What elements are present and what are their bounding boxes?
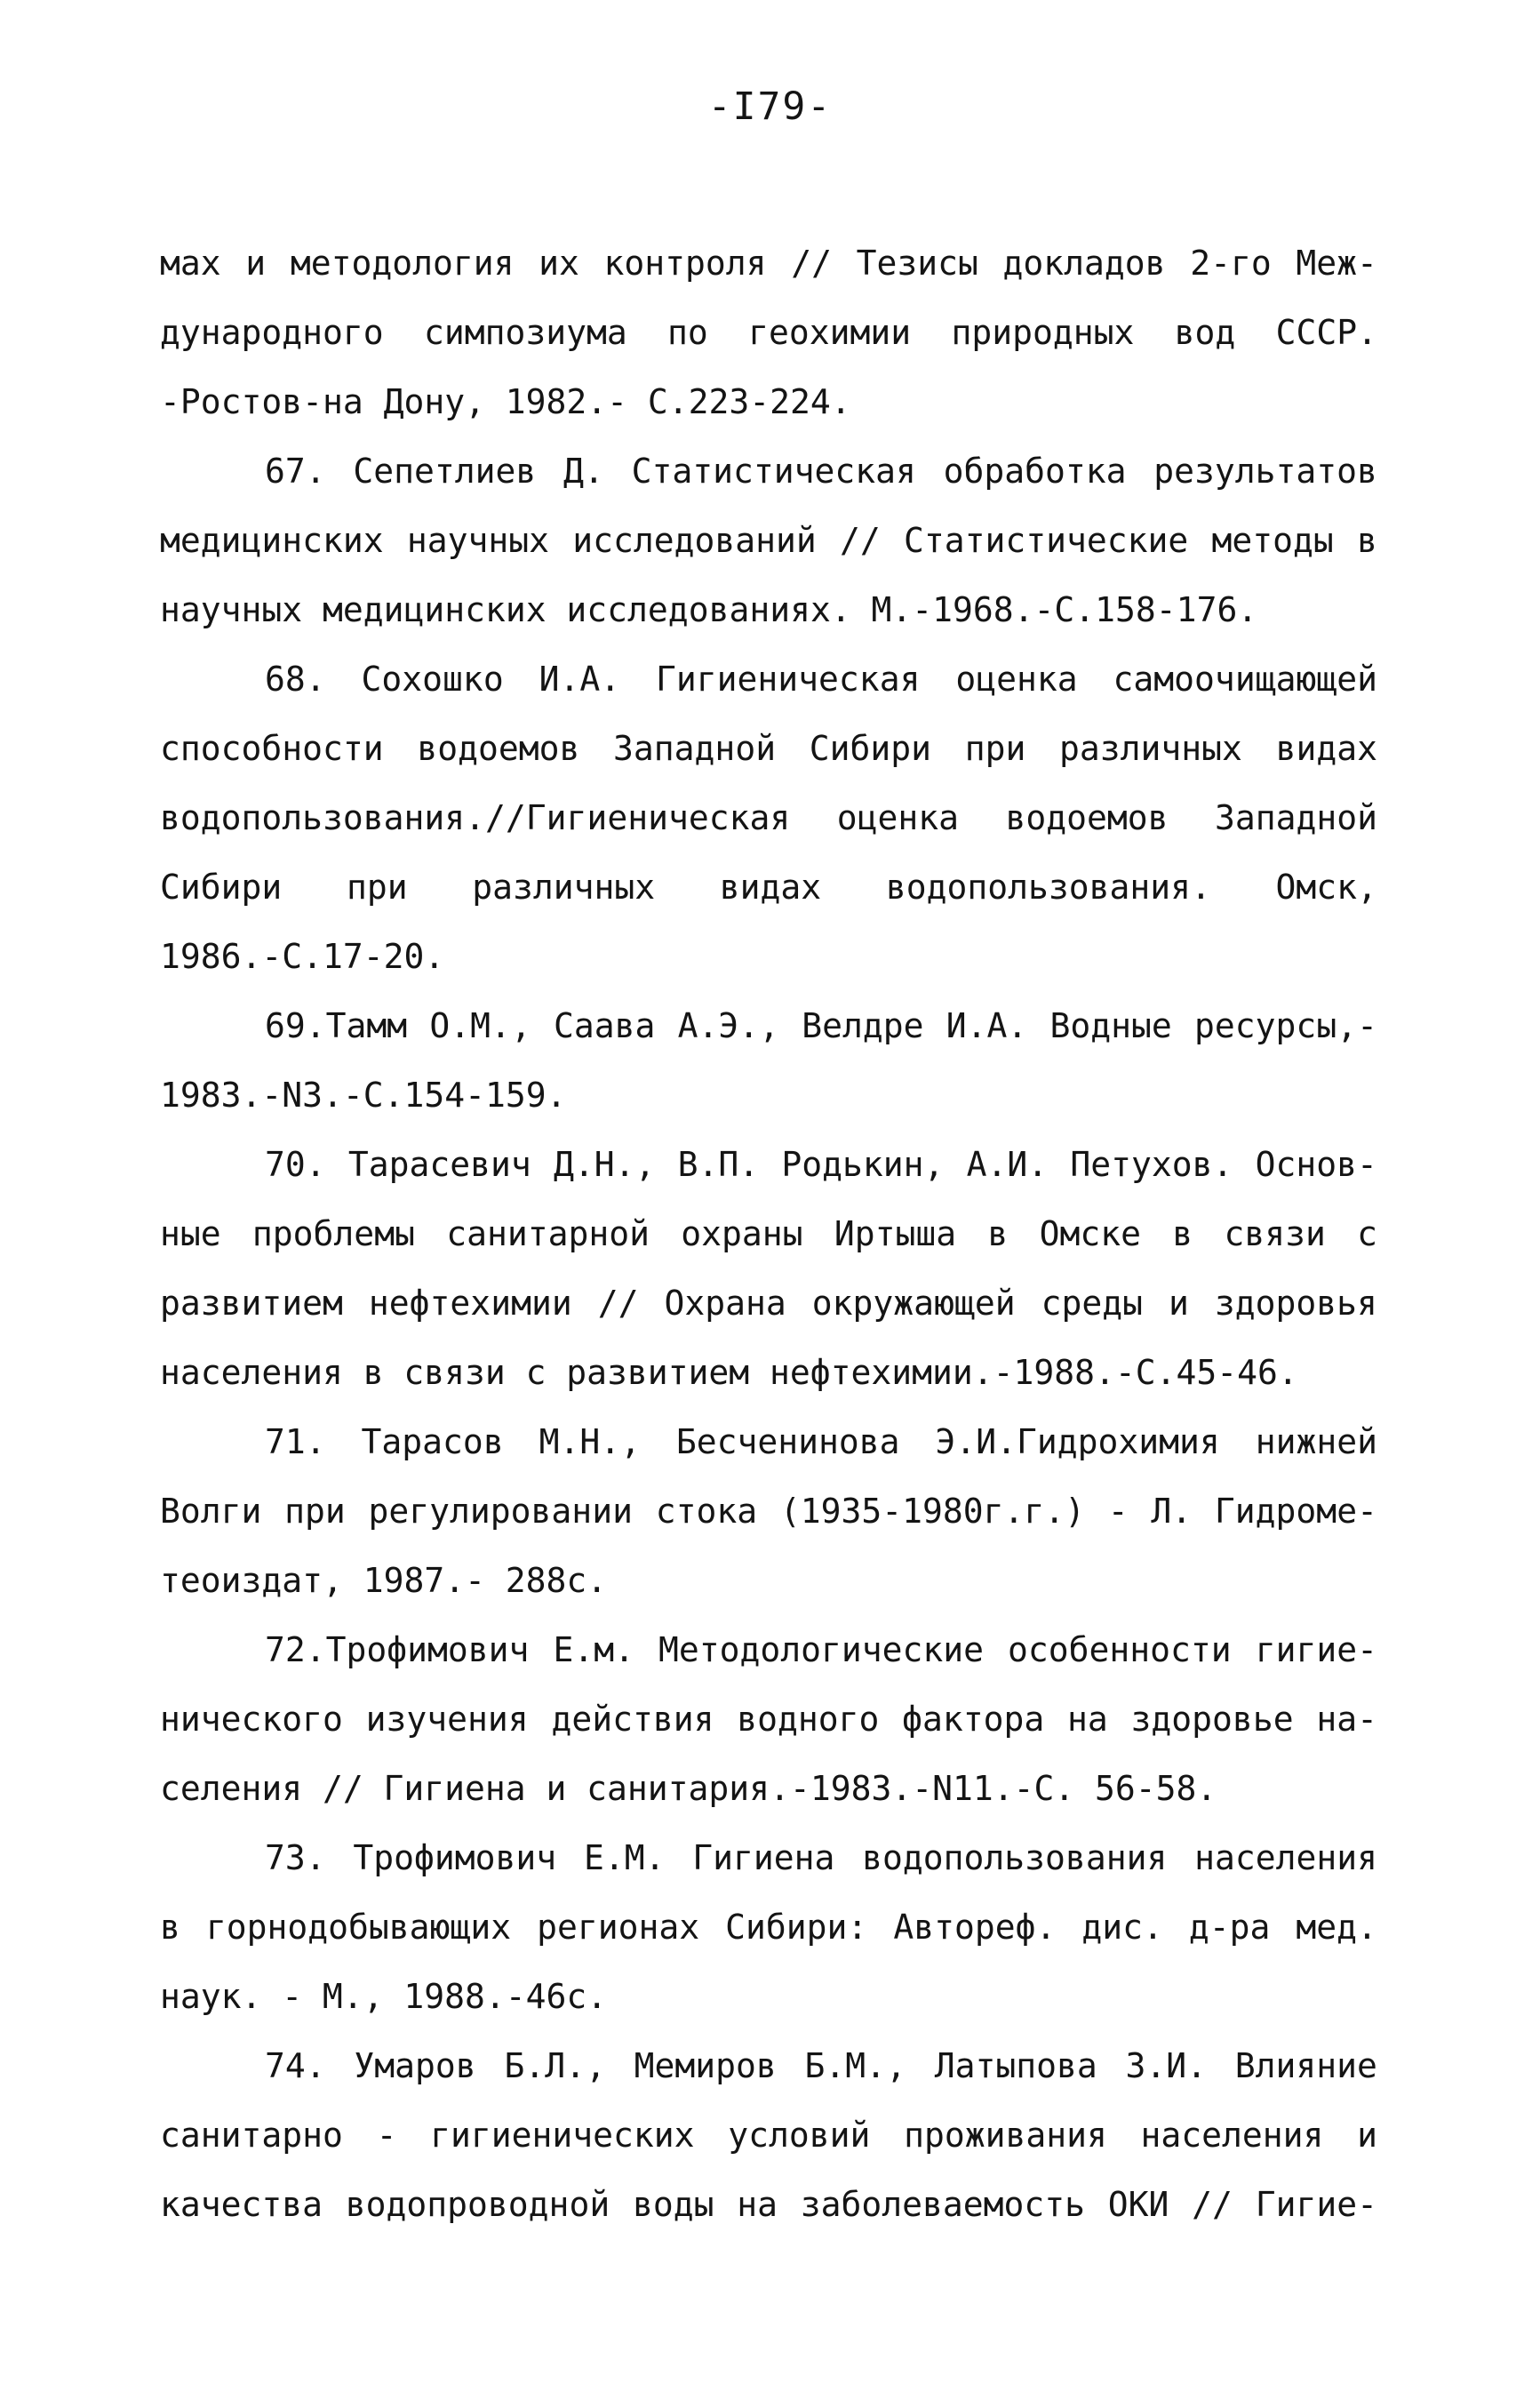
text-line — [160, 1962, 1377, 2031]
text-word: Западной — [613, 729, 777, 768]
text-word: Сепетлиев — [353, 452, 537, 491]
text-word: на — [1067, 1700, 1108, 1739]
text-line — [160, 1338, 1377, 1407]
text-word: Западной — [1214, 798, 1377, 837]
text-line — [160, 575, 1377, 644]
text-word: регионах — [537, 1908, 700, 1947]
text-word: Методологические — [658, 1630, 985, 1669]
text-line — [160, 1060, 1377, 1130]
text-word: 74. — [265, 2046, 326, 2085]
text-word: действия — [551, 1700, 714, 1739]
text-word: 1987.- — [363, 1561, 485, 1600]
text-word: и — [1357, 2116, 1377, 2155]
text-word: Водные — [1049, 1006, 1172, 1045]
text-word: различных — [1059, 729, 1242, 768]
text-word: гигие- — [1255, 1630, 1377, 1669]
text-word: мах — [160, 244, 221, 283]
text-word: Омск, — [1275, 868, 1377, 907]
text-word: Гигие- — [1255, 2185, 1377, 2224]
text-word: водопроводной — [345, 2185, 610, 2224]
text-word: гигиенических — [430, 2116, 695, 2155]
text-word: научных — [406, 521, 550, 560]
text-word: М.Н., — [539, 1422, 641, 1461]
text-word: // — [322, 1769, 363, 1808]
text-word: Гигиеническая — [656, 660, 921, 699]
text-word: медицинских — [322, 590, 547, 629]
text-word: Петухов. — [1070, 1145, 1233, 1184]
text-word: результатов — [1153, 452, 1377, 491]
text-word: населения — [1194, 1838, 1377, 1877]
text-word: проблемы — [251, 1214, 415, 1253]
text-word: докладов — [1002, 244, 1166, 283]
text-word: 288с. — [505, 1561, 608, 1600]
text-word: регулировании — [368, 1492, 633, 1531]
text-word: водоемов — [1005, 798, 1169, 837]
text-word: в — [160, 1908, 180, 1947]
text-word: И.А. — [946, 1006, 1028, 1045]
text-word: // — [597, 1284, 639, 1323]
text-word: и — [245, 244, 267, 283]
text-word: санитарной — [446, 1214, 650, 1253]
text-word: населения — [160, 1353, 343, 1392]
text-word: на — [737, 2185, 778, 2224]
text-word: 71. — [265, 1422, 326, 1461]
text-line — [160, 852, 1377, 922]
text-word: здоровье — [1130, 1700, 1294, 1739]
text-word: исследований — [572, 521, 817, 560]
text-word: // — [791, 244, 832, 283]
text-word: качества — [160, 2185, 323, 2224]
text-word: Мемиров — [634, 2046, 777, 2085]
text-word: оценка — [955, 660, 1078, 699]
text-word: здоровья — [1214, 1284, 1377, 1323]
text-word: 72.Трофимович — [265, 1630, 530, 1669]
text-word: нефтехимии.-1988.-С.45-46. — [769, 1353, 1298, 1392]
text-line — [160, 783, 1377, 852]
text-word: их — [539, 244, 579, 283]
text-word: видах — [719, 868, 822, 907]
text-word: симпозиума — [423, 313, 627, 352]
text-word: Родькин, — [781, 1145, 945, 1184]
text-word: нефтехимии — [368, 1284, 572, 1323]
text-word: видах — [1275, 729, 1377, 768]
text-word: окружающей — [811, 1284, 1016, 1323]
text-word: с — [525, 1353, 547, 1392]
text-word: селения — [160, 1769, 303, 1808]
text-word: д-ра — [1188, 1908, 1271, 1947]
text-line — [160, 1476, 1377, 1546]
text-word: Саава — [554, 1006, 656, 1045]
text-word: способности — [160, 729, 384, 768]
text-line — [160, 367, 1377, 436]
text-word: при — [346, 868, 408, 907]
text-word: А.И. — [966, 1145, 1049, 1184]
text-word: О.М., — [429, 1006, 531, 1045]
text-word: научных — [160, 590, 303, 629]
text-word: Тарасевич — [347, 1145, 531, 1184]
text-word: развитием — [566, 1353, 750, 1392]
text-word: методы — [1211, 521, 1334, 560]
text-word: водопользования — [862, 1838, 1168, 1877]
text-word: Д. — [563, 452, 604, 491]
text-word: природных — [951, 313, 1135, 352]
text-word: в — [987, 1214, 1009, 1253]
text-word: Гигиена — [692, 1838, 835, 1877]
text-word: Статистические — [904, 521, 1189, 560]
text-word: Б.Л., — [504, 2046, 606, 2085]
text-word: Сибири — [809, 729, 932, 768]
text-word: - — [282, 1977, 303, 2016]
text-word: при — [964, 729, 1026, 768]
text-word: условий — [728, 2116, 871, 2155]
text-word: нического — [160, 1700, 343, 1739]
text-word: Волги — [160, 1492, 262, 1531]
text-word: водопользования.//Гигиеническая — [160, 798, 791, 837]
text-word: Иртыша — [834, 1214, 957, 1253]
text-word: С.223-224. — [647, 382, 851, 421]
text-line — [160, 2170, 1377, 2239]
text-word: А.Э., — [677, 1006, 780, 1045]
text-word: Э.И.Гидрохимия — [935, 1422, 1220, 1461]
text-word: Охрана — [664, 1284, 786, 1323]
text-word: методология — [290, 244, 515, 283]
text-word: Умаров — [354, 2046, 476, 2085]
text-word: исследованиях. — [566, 590, 851, 629]
text-word: 56-58. — [1095, 1769, 1217, 1808]
text-word: стока — [655, 1492, 758, 1531]
text-line — [160, 991, 1377, 1060]
text-word: при — [284, 1492, 346, 1531]
text-line — [160, 1615, 1377, 1684]
text-word: 1988.-46с. — [403, 1977, 608, 2016]
text-word: 1982.- — [505, 382, 628, 421]
text-line — [160, 1892, 1377, 1962]
text-word: особенности — [1008, 1630, 1232, 1669]
text-word: Тарасов — [361, 1422, 504, 1461]
text-word: Трофимович — [353, 1838, 557, 1877]
text-word: нижней — [1255, 1422, 1377, 1461]
text-word: Сибири — [160, 868, 283, 907]
text-word: 68. — [265, 660, 326, 699]
text-word: Л. — [1151, 1492, 1193, 1531]
text-line — [160, 644, 1377, 714]
text-word: связи — [403, 1353, 506, 1392]
text-word: водного — [737, 1700, 880, 1739]
text-word: Сибири: — [725, 1908, 868, 1947]
text-word: М., — [322, 1977, 384, 2016]
text-word: проживания — [904, 2116, 1107, 2155]
text-word: 1983.-N3.-С.154-159. — [160, 1076, 567, 1115]
text-word: -Ростов-на — [160, 382, 363, 421]
text-word: Сохошко — [361, 660, 504, 699]
text-line — [160, 1130, 1377, 1199]
text-word: водопользования. — [885, 868, 1211, 907]
page-number: -I79- — [707, 84, 833, 129]
text-word: Дону, — [383, 382, 485, 421]
text-word: Основ- — [1255, 1145, 1377, 1184]
text-word: водоемов — [417, 729, 580, 768]
text-word: - — [1107, 1492, 1129, 1531]
text-line — [160, 436, 1377, 506]
text-word: Гидроме- — [1214, 1492, 1377, 1531]
text-word: Латыпова — [934, 2046, 1097, 2085]
text-word: Автореф. — [893, 1908, 1057, 1947]
text-line — [160, 228, 1377, 298]
text-word: Влияние — [1234, 2046, 1377, 2085]
text-word: вод — [1174, 313, 1236, 352]
text-word: обработка — [943, 452, 1127, 491]
text-word: среды — [1041, 1284, 1143, 1323]
text-line — [160, 1199, 1377, 1268]
text-word: Велдре — [802, 1006, 924, 1045]
text-word: в — [1172, 1214, 1193, 1253]
text-word: // — [1192, 2185, 1233, 2224]
text-word: фактора — [902, 1700, 1045, 1739]
text-word: Е.М. — [583, 1838, 666, 1877]
text-word: Бесченинова — [675, 1422, 900, 1461]
text-word: санитария.-1983.-N11.-С. — [586, 1769, 1075, 1808]
text-word: ные — [160, 1214, 221, 1253]
text-word: дис. — [1081, 1908, 1163, 1947]
text-word: М.-1968.-С.158-176. — [871, 590, 1258, 629]
text-word: 67. — [265, 452, 326, 491]
text-word: воды — [632, 2185, 714, 2224]
text-word: ресурсы,- — [1194, 1006, 1377, 1045]
text-word: горнодобывающих — [205, 1908, 512, 1947]
text-word: 2-го — [1190, 244, 1272, 283]
text-word: СССР. — [1275, 313, 1377, 352]
text-word: и — [546, 1769, 567, 1808]
text-word: 70. — [265, 1145, 326, 1184]
text-line — [160, 922, 1377, 991]
text-word: Омске — [1039, 1214, 1141, 1253]
text-word: на- — [1316, 1700, 1377, 1739]
text-word: охраны — [681, 1214, 803, 1253]
text-word: теоиздат, — [160, 1561, 343, 1600]
text-word: Е.м. — [553, 1630, 634, 1669]
text-word: 69.Тамм — [265, 1006, 408, 1045]
text-word: Д.Н., — [554, 1145, 656, 1184]
text-word: в — [1357, 521, 1377, 560]
text-word: самоочищающей — [1113, 660, 1377, 699]
text-word: с — [1357, 1214, 1377, 1253]
text-word: населения — [1140, 2116, 1324, 2155]
text-word: Б.М., — [804, 2046, 906, 2085]
text-word: Тезисы — [856, 244, 978, 283]
text-word: различных — [472, 868, 656, 907]
text-word: И.А. — [539, 660, 621, 699]
text-line — [160, 1268, 1377, 1338]
text-word: заболеваемость — [800, 2185, 1086, 2224]
text-line — [160, 1407, 1377, 1476]
text-word: наук. — [160, 1977, 262, 2016]
text-word: развитием — [160, 1284, 343, 1323]
bibliography-text — [160, 228, 1377, 2239]
text-line — [160, 298, 1377, 367]
text-line — [160, 1546, 1377, 1615]
text-word: контроля — [603, 244, 767, 283]
text-line — [160, 1754, 1377, 1823]
text-line — [160, 506, 1377, 575]
text-word: В.П. — [677, 1145, 760, 1184]
text-word: дународного — [160, 313, 384, 352]
text-line — [160, 1823, 1377, 1892]
text-word: медицинских — [160, 521, 384, 560]
text-word: Гигиена — [383, 1769, 526, 1808]
text-line — [160, 1684, 1377, 1754]
text-word: Статистическая — [631, 452, 916, 491]
text-line — [160, 714, 1377, 783]
text-word: З.И. — [1125, 2046, 1207, 2085]
text-word: // — [840, 521, 881, 560]
text-word: (1935-1980г.г.) — [779, 1492, 1086, 1531]
text-word: изучения — [365, 1700, 529, 1739]
text-word: ОКИ — [1107, 2185, 1169, 2224]
text-word: 73. — [265, 1838, 326, 1877]
text-word: связи — [1224, 1214, 1326, 1253]
text-word: 1986.-С.17-20. — [160, 937, 445, 976]
text-word: в — [363, 1353, 384, 1392]
text-word: мед. — [1296, 1908, 1377, 1947]
text-word: по — [667, 313, 708, 352]
text-word: и — [1169, 1284, 1189, 1323]
text-word: оценка — [836, 798, 959, 837]
text-line — [160, 2031, 1377, 2100]
text-word: геохимии — [748, 313, 912, 352]
text-word: Меж- — [1296, 244, 1377, 283]
text-word: - — [376, 2116, 397, 2155]
text-word: санитарно — [160, 2116, 343, 2155]
text-line — [160, 2100, 1377, 2170]
